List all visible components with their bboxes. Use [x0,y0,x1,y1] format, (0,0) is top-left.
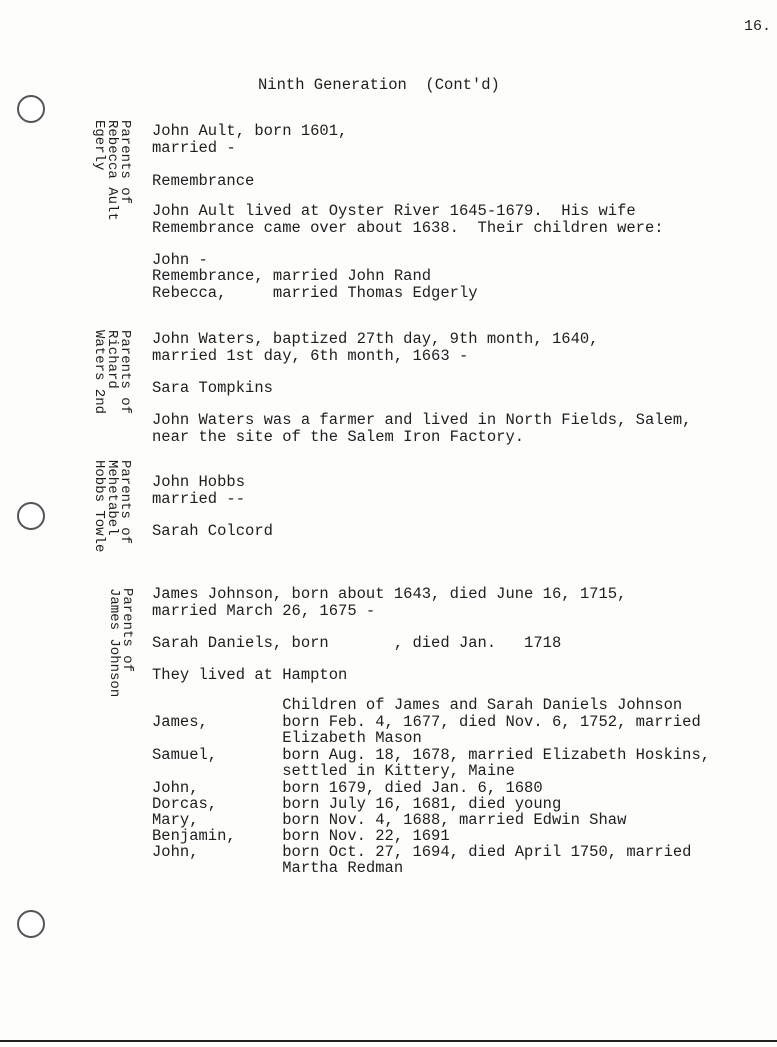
side-label-line: Egerly [91,120,107,171]
page-bottom-edge [0,1040,777,1042]
text-line: John Ault, born 1601, [152,122,348,140]
text-line: married - [152,139,236,157]
text-line: Rebecca, married Thomas Edgerly [152,284,478,302]
punch-hole-middle [17,502,45,530]
side-label-waters [92,330,131,414]
side-label-line: Parents of [117,330,133,415]
text-line: John Waters was a farmer and lived in North Fields, Salem, [152,411,692,429]
side-label-line: Waters 2nd [91,330,107,415]
side-label-hobbs [92,460,131,552]
side-label-line: Mehetabel [104,460,120,536]
text-line: Sarah Colcord [152,522,273,540]
text-line: Remembrance, married John Rand [152,267,432,285]
text-line: John Waters, baptized 27th day, 9th month, 1640, [152,330,599,348]
punch-hole-top [17,95,45,123]
text-line: near the site of the Salem Iron Factory. [152,428,525,446]
text-line: Remembrance came over about 1638. Their children were: [152,219,664,237]
text-line: John, born 1679, died Jan. 6, 1680 [152,779,543,797]
side-label-line: James Johnson [106,588,122,698]
text-line: Martha Redman [152,859,404,877]
text-line: Elizabeth Mason [152,729,422,747]
text-line: Sara Tompkins [152,379,273,397]
text-line: married March 26, 1675 - [152,602,376,620]
side-label-line: Rebecca Ault [104,120,120,221]
text-line: John, born Oct. 27, 1694, died April 1750, married [152,843,692,861]
text-line: John Hobbs [152,473,246,491]
text-line: Mary, born Nov. 4, 1688, married Edwin Shaw [152,811,627,829]
text-line: settled in Kittery, Maine [152,762,515,780]
text-line: married -- [152,490,246,508]
text-line: Samuel, born Aug. 18, 1678, married Elizabeth Hoskins, [152,746,711,764]
side-label-line: Parents of [117,120,133,205]
text-line: John - [152,251,208,269]
text-line: Children of James and Sarah Daniels Johnson [152,696,683,714]
text-line: Sarah Daniels, born , died Jan. 1718 [152,634,562,652]
side-label-ault [92,120,131,221]
side-label-line: Hobbs Towle [91,460,107,553]
punch-hole-bottom [17,910,45,938]
side-label-line: Parents of [117,460,133,545]
text-line: They lived at Hampton [152,666,348,684]
page-heading: Ninth Generation (Cont'd) [258,76,500,94]
page-number: 16. [744,18,772,35]
text-line: Remembrance [152,172,255,190]
text-line: Benjamin, born Nov. 22, 1691 [152,827,450,845]
text-line: married 1st day, 6th month, 1663 - [152,347,469,365]
text-line: James, born Feb. 4, 1677, died Nov. 6, 1752, married [152,713,701,731]
side-label-line: Richard [104,330,120,389]
side-label-line: Parents of [119,588,135,673]
text-line: Dorcas, born July 16, 1681, died young [152,795,562,813]
text-line: John Ault lived at Oyster River 1645-1679. His wife [152,202,636,220]
text-line: James Johnson, born about 1643, died June 16, 1715, [152,585,627,603]
side-label-johnson [107,588,133,697]
